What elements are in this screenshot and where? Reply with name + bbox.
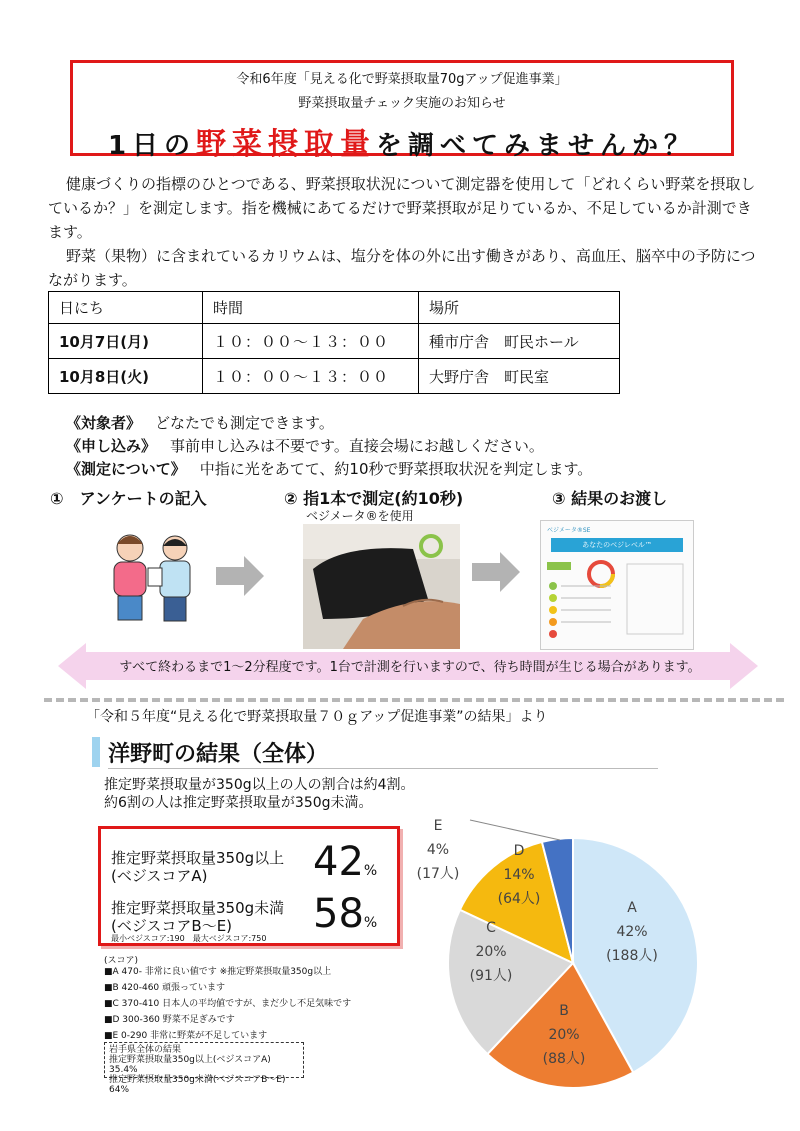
pie-label-c: (91人): [469, 968, 513, 984]
pie-label-b: (88人): [542, 1051, 586, 1067]
legend-item: ■B 420-460 頑張っています: [104, 983, 226, 993]
pie-label-e: (17人): [416, 866, 460, 882]
card-heading: あなたのベジレベル™: [551, 538, 683, 552]
info-apply: 《申し込み》 事前申し込みは不要です。直接会場にお越しください。: [66, 437, 544, 455]
notice-subtitle: 野菜摂取量チェック実施のお知らせ: [298, 96, 506, 111]
table-header: 時間: [203, 292, 419, 324]
section-title: 洋野町の結果（全体）: [108, 742, 329, 767]
score-range-note: 最小ベジスコア:190 最大ベジスコア:750: [111, 934, 267, 943]
legend-item: ■C 370-410 日本人の平均値ですが、まだ少し不足気味です: [104, 999, 352, 1009]
table-cell: 大野庁舎 町民室: [419, 359, 620, 394]
pie-label-a: (188人): [606, 948, 658, 964]
score-pie-chart: [400, 800, 730, 1090]
source-note: 「令和５年度“見える化で野菜摂取量７０ｇアップ促進事業”の結果」より: [86, 709, 548, 725]
legend-item: ■D 300-360 野菜不足ぎみです: [104, 1015, 235, 1025]
prefecture-result-box: 岩手県全体の結果 推定野菜摂取量350g以上(ベジスコアA) 35.4% 推定野菜摂取量350g未満(ベジスコアB～E) 64%: [104, 1042, 304, 1078]
vegemeter-photo: [303, 524, 460, 649]
legend-item: ■A 470- 非常に良い値です ※推定野菜摂取量350g以上: [104, 967, 332, 977]
table-cell: 10月8日(火): [49, 359, 203, 394]
table-header: 日にち: [49, 292, 203, 324]
survey-illustration: [100, 528, 210, 628]
pie-label-b: B: [559, 1003, 569, 1019]
table-row: [49, 359, 620, 394]
pie-label-c: 20%: [475, 944, 507, 960]
step-3-title: ③ 結果のお渡し: [552, 489, 668, 508]
result-value-a: 42%: [313, 839, 378, 885]
result-label-a: 推定野菜摂取量350g以上 (ベジスコアA): [111, 849, 285, 885]
event-name: 令和6年度「見える化で野菜摂取量70gアップ促進事業」: [236, 72, 568, 87]
pie-label-a: A: [627, 900, 637, 916]
pie-label-e: E: [433, 818, 443, 834]
result-value-b: 58%: [313, 891, 378, 937]
pie-label-d: 14%: [503, 867, 535, 883]
arrow-right-icon: [472, 552, 520, 592]
section-marker: [92, 737, 100, 767]
step-1-title: ① アンケートの記入: [50, 489, 207, 508]
intro-paragraph-1: 健康づくりの指標のひとつである、野菜摂取状況について測定器を使用して「どれくらい野菜を摂取しているか？」を測定します。指を機械にあてるだけで野菜摂取が足りているか、不足しているか計測できます。: [48, 175, 756, 241]
page-title: 1日の野菜摂取量を調べてみませんか？: [107, 127, 697, 162]
pie-label-b: 20%: [548, 1027, 580, 1043]
arrow-right-icon: [216, 556, 264, 596]
pie-label-e: 4%: [426, 842, 450, 858]
table-cell: 10月7日(月): [49, 324, 203, 359]
pie-label-a: 42%: [616, 924, 648, 940]
result-label-b: 推定野菜摂取量350g未満 (ベジスコアB～E): [111, 899, 285, 935]
step-2-note: ベジメータ®を使用: [306, 509, 414, 523]
title-box: [70, 60, 734, 162]
result-card-thumbnail: [540, 520, 694, 650]
result-summary-box: [98, 826, 400, 946]
step-2-title: ② 指1本で測定(約10秒): [284, 489, 464, 508]
table-row: [49, 324, 620, 359]
leader-line-e: [470, 820, 560, 840]
table-header-row: [49, 292, 620, 324]
info-measure: 《測定について》 中指に光をあてて、約10秒で野菜摂取状況を判定します。: [66, 460, 593, 478]
info-target: 《対象者》 どなたでも測定できます。: [66, 414, 334, 432]
legend-item: ■E 0-290 非常に野菜が不足しています: [104, 1031, 268, 1041]
schedule-table: [48, 291, 620, 394]
section-underline: [108, 768, 658, 769]
table-header: 場所: [419, 292, 620, 324]
table-cell: １０：００～１３：００: [203, 324, 419, 359]
section-divider: [44, 698, 784, 702]
pie-label-d: (64人): [497, 891, 541, 907]
pie-label-d: D: [513, 843, 525, 859]
table-cell: 種市庁舎 町民ホール: [419, 324, 620, 359]
intro-paragraph-2: 野菜（果物）に含まれているカリウムは、塩分を体の外に出す働きがあり、高血圧、脳卒中の予防につながります。: [48, 247, 756, 289]
pie-label-c: C: [486, 920, 496, 936]
duration-note: すべて終わるまで1～2分程度です。1台で計測を行いますので、待ち時間が生じる場合があります。: [119, 660, 701, 675]
card-content: [541, 554, 691, 644]
summary-text: 推定野菜摂取量が350g以上の人の割合は約4割。 約6割の人は推定野菜摂取量が350g未満。: [104, 777, 415, 811]
legend-title: (スコア): [104, 956, 139, 966]
card-brand: ベジメータ®SE: [547, 527, 591, 534]
table-cell: １０：００～１３：００: [203, 359, 419, 394]
